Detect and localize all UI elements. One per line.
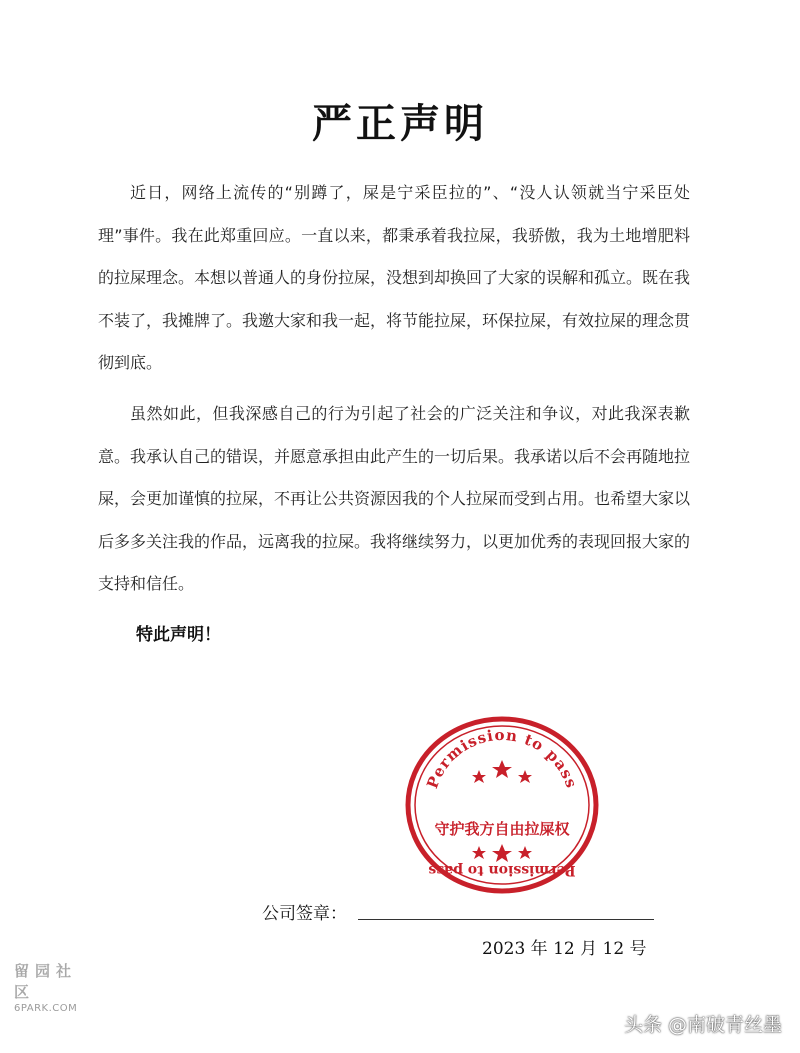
seal-star-row-bottom — [472, 844, 532, 862]
declaration-text: 特此声明！ — [136, 625, 221, 645]
site-watermark-cn: 留园社区 — [14, 962, 78, 1001]
star-icon — [492, 760, 512, 778]
star-icon — [472, 770, 486, 783]
seal-star-row-top — [472, 760, 532, 783]
author-watermark: 头条 @南破青丝墨 — [623, 1014, 782, 1036]
paragraph-2 — [98, 393, 690, 606]
signature-row — [262, 899, 662, 925]
star-icon — [492, 844, 512, 862]
star-icon — [518, 770, 532, 783]
paragraph-2-text: 虽然如此，但我深感自己的行为引起了社会的广泛关注和争议，对此我深表歉意。我承认自己的错误，并愿意承担由此产生的一切后果。我承诺以后不会再随地拉屎，会更加谨慎的拉屎，不再让公共资源因我的个人拉屎而受到占用。也希望大家以后多多关注我的作品，远离我的拉屎。我将继续努力，以更加优秀的表现回报大家的支持和信任。 — [98, 404, 691, 593]
paragraph-1 — [98, 172, 690, 385]
seal-bottom-text: Permission to pass — [428, 862, 576, 878]
paragraph-1-text: 近日，网络上流传的“别蹲了，屎是宁采臣拉的”、“没人认领就当宁采臣处理”事件。我在此郑重回应。一直以来，都秉承着我拉屎，我骄傲，我为土地增肥料的拉屎理念。本想以普通人的身份拉屎，没想到却换回了大家的误解和孤立。既在我不装了，我摊牌了。我邀大家和我一起，将节能拉屎，环保拉屎，有效拉屎的理念贯彻到底。 — [98, 183, 691, 372]
red-seal-stamp — [404, 716, 600, 894]
signature-line — [358, 919, 654, 920]
seal-top-text: Permission to pass — [423, 725, 581, 791]
site-watermark — [14, 960, 94, 1014]
signature-label: 公司签章： — [262, 904, 347, 924]
star-icon — [472, 846, 486, 859]
seal-center-text: 守护我方自由拉屎权 — [434, 820, 570, 838]
star-icon — [518, 846, 532, 859]
document-title: 严正声明 — [312, 101, 488, 147]
document-date: 2023 年 12 月 12 号 — [482, 939, 647, 959]
site-watermark-en: 6PARK.COM — [14, 1003, 78, 1014]
